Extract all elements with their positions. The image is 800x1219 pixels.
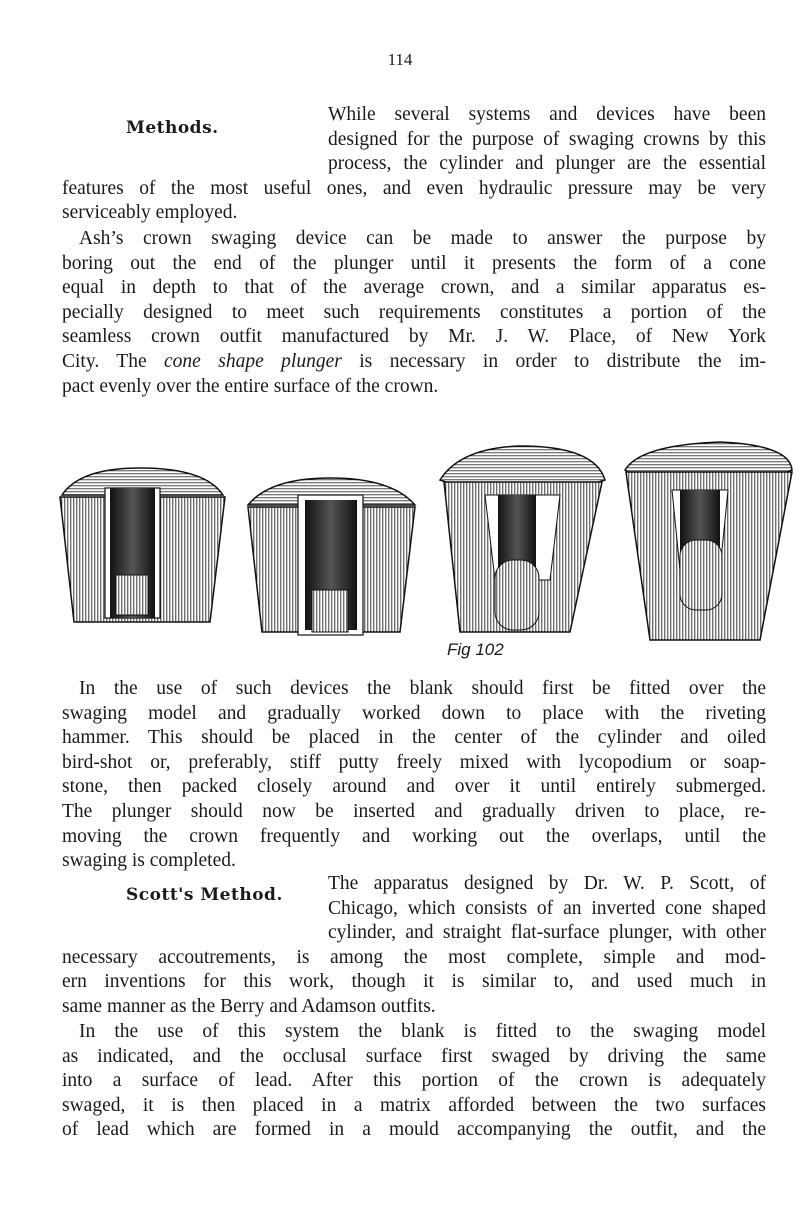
figure-102 <box>40 440 800 670</box>
paragraph-1 <box>62 103 766 226</box>
text-line: While several systems and devices have been <box>328 104 766 125</box>
paragraph-2 <box>62 227 766 399</box>
italic-term: cone shape plunger <box>164 350 342 372</box>
device-1 <box>60 468 225 622</box>
text-line: into a surface of lead. After this portion of the crown is adequately <box>62 1070 766 1092</box>
text-line: Ash’s crown swaging device can be made to answer the purpose by <box>79 228 766 249</box>
paragraph-4 <box>62 872 766 1020</box>
text-line: City. The cone shape plunger is necessary in order to distribute the im- <box>62 350 767 372</box>
text-line: cylinder, and straight flat-surface plunger, with other <box>328 922 766 944</box>
paragraph-3 <box>62 677 766 874</box>
text-line: necessary accoutrements, is among the most complete, simple and mod- <box>62 946 766 968</box>
figure-caption: Fig 102 <box>447 640 504 659</box>
text-line: process, the cylinder and plunger are the essential <box>328 153 766 175</box>
side-heading-scotts-method: Scott's Method. <box>126 885 283 905</box>
text-line: bird-shot or, preferably, stiff putty freely mixed with lycopodium or soap- <box>62 751 766 773</box>
text-line: hammer. This should be placed in the center of the cylinder and oiled <box>62 727 766 749</box>
text-line: swaging model and gradually worked down to place with the riveting <box>62 702 766 724</box>
text-line: pecially designed to meet such requirements constitutes a portion of the <box>62 301 766 323</box>
paragraph-5 <box>62 1020 766 1143</box>
text-line: features of the most useful ones, and even hydraulic pressure may be very <box>62 177 766 199</box>
text-line: same manner as the Berry and Adamson outfits. <box>62 995 436 1017</box>
text-line: pact evenly over the entire surface of the crown. <box>62 375 439 397</box>
text-line: as indicated, and the occlusal surface first swaged by driving the same <box>62 1045 766 1067</box>
swaging-devices-illustration <box>40 440 800 670</box>
text-line: swaging is completed. <box>62 850 236 872</box>
text-line: designed for the purpose of swaging crowns by this <box>328 128 766 150</box>
text-line: The apparatus designed by Dr. W. P. Scott, of <box>328 873 766 894</box>
device-3 <box>440 446 605 632</box>
text-line: moving the crown frequently and working out the overlaps, until the <box>62 825 766 847</box>
text-line: In the use of this system the blank is fitted to the swaging model <box>79 1021 766 1042</box>
text-line: In the use of such devices the blank should first be fitted over the <box>79 678 766 699</box>
text-line: equal in depth to that of the average crown, and a similar apparatus es- <box>62 277 766 299</box>
text-line: ern inventions for this work, though it is similar to, and used much in <box>62 971 766 993</box>
device-4 <box>625 442 792 640</box>
text-line: The plunger should now be inserted and gradually driven to place, re- <box>62 800 766 822</box>
side-heading-methods: Methods. <box>126 118 219 138</box>
text-line: swaged, it is then placed in a matrix afforded between the two surfaces <box>62 1094 766 1116</box>
text-line: seamless crown outfit manufactured by Mr. J. W. Place, of New York <box>62 326 766 348</box>
text-line: boring out the end of the plunger until it presents the form of a cone <box>62 252 766 274</box>
page-number: 114 <box>387 50 413 69</box>
text-line: of lead which are formed in a mould accompanying the outfit, and the <box>62 1119 766 1141</box>
device-2 <box>248 478 415 635</box>
text-line: stone, then packed closely around and over it until entirely submerged. <box>62 776 766 798</box>
text-line: serviceably employed. <box>62 202 238 224</box>
text-line: Chicago, which consists of an inverted cone shaped <box>328 897 766 919</box>
